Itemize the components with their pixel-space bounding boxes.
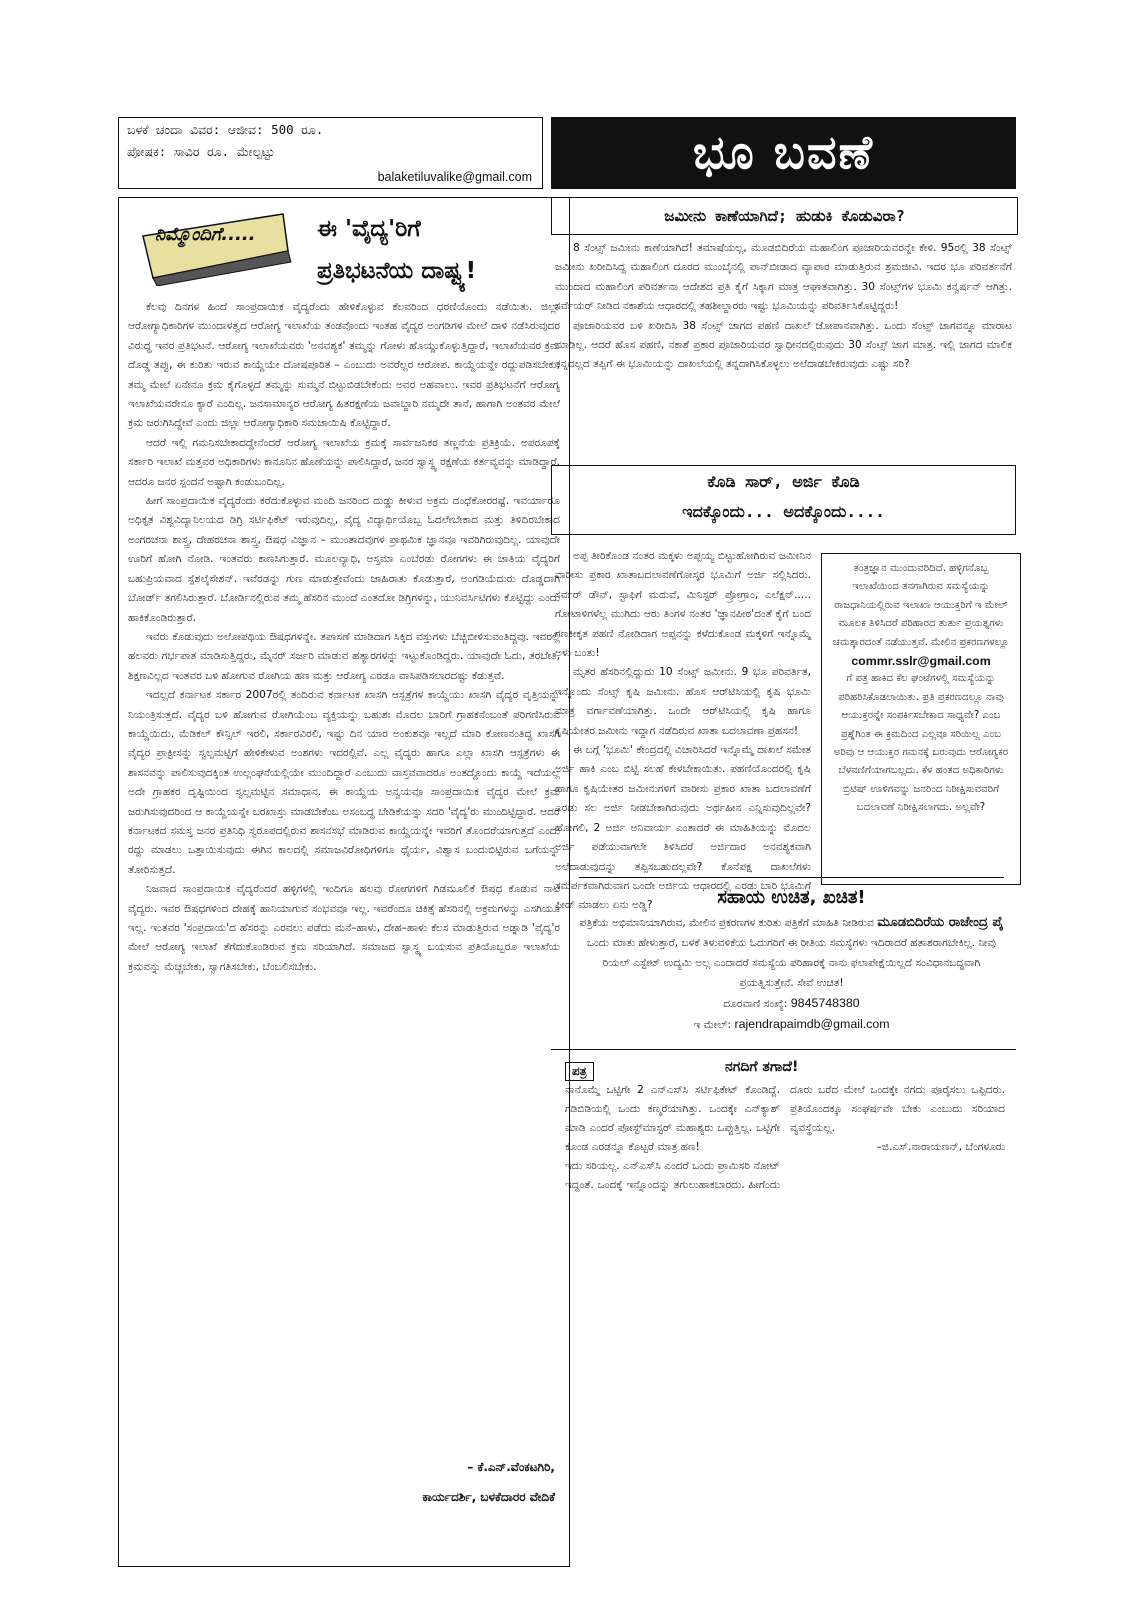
helper-name: ಮೂಡಬಿದಿರೆಯ ರಾಜೇಂದ್ರ ಪೈ <box>877 915 1004 930</box>
subscription-line-1: ಬಳಕೆ ಚಂದಾ ವಿವರ: ಆಜೀವ: 500 ರೂ. <box>127 122 324 137</box>
paragraph: ಅಪ್ಪ ತೀರಿಕೊಂಡ ನಂತರ ಮಕ್ಕಳು ಅಪ್ಪಯ್ಯ ಬಿಟ್ಟುಹೋಗಿರುವ ಜಮೀನಿನ ವಾರೀಸು ಪ್ರಕಾರ ಖಾತಾಬದಲಾವಣೆಗೋಸ್ಕರ ಭೂಮಿಗೆ ಅರ್ಜಿ ಸಲ್ಲಿಸಿದರು. ಸರ್ವರ್ ಡೌನ್, ಸ್ಟಾಫಿಗೆ ಮದುವೆ, ಮಿನಿಸ್ಟರ್ ಪ್ರೋಗ್ರಾಂ, ಎಲೆಕ್ಷನ್..... ಗೋಟಾಳಿಗಳೆಲ್ಲ ಮುಗಿದು ಆರು ತಿಂಗಳ ನಂತರ 'ಜ್ಞಾನಪೀಠ'ದಂತೆ ಕೈಗೆ ಬಂದ ಗಣಕೀಕೃತ ಪಹಣಿ ನೋಡಿದಾಗ ಅಪ್ಪನನ್ನು ಕಳೆದುಕೊಂಡ ಮಕ್ಕಳಿಗೆ ಇನ್ನೊಮ್ಮೆ ಅಳು ಬಂತು! <box>555 550 811 660</box>
help-body <box>579 913 1004 1035</box>
author-designation: ಕಾರ್ಯದರ್ಶಿ, ಬಳಕೆದಾರರ ವೇದಿಕೆ <box>422 1490 555 1504</box>
technology-sidebar <box>821 553 1021 885</box>
letter-section <box>565 1059 1005 1219</box>
paragraph: ನಿಜವಾದ ಸಾಂಪ್ರದಾಯಿಕ ವೈದ್ಯರೆಂದರೆ ಹಳ್ಳಿಗಳಲ್ಲಿ ಇಂದಿಗೂ ಹಲವು ರೋಗಗಳಿಗೆ ಗಿಡಮೂಲಿಕೆ ಔಷಧ ಕೊಡುವ ನಾಟಿ ವೈದ್ಯರು. ಇವರ ಔಷಧಗಳಿಂದ ದೇಹಕ್ಕೆ ಹಾನಿಯಾಗುವ ಸಂಭವವೂ ಇಲ್ಲ. ಇವರೆಂದೂ ಚಿಕಿತ್ಸೆ ಹೆಸರಿನಲ್ಲಿ ಅಕ್ರಮಗಳನ್ನು ಎಸಗಿಯೂ ಇಲ್ಲ. ಇಂತವರ 'ಸಂಪ್ರದಾಯ'ದ ಹೆಸರನ್ನು ಎರವಲು ಪಡೆದು ಮನೆ–ಹಾಳು, ದೇಹ–ಹಾಳು ಕೆಲಸ ಮಾಡುತ್ತಿರುವ ಅಡ್ನಾಡಿ 'ವೈದ್ಯ'ರ ಮೇಲೆ ಆರೋಗ್ಯ ಇಲಾಖೆ ತೆಗೆದುಕೊಂಡಿರುವ ಕ್ರಮ ಸರಿಯಾಗಿದೆ. ಸಮಾಜದ ಸ್ವಾಸ್ಥ್ಯ ಬಯಸುವ ಪ್ರತಿಯೊಬ್ಬರೂ ಇಲಾಖೆಯ ಕ್ರಮವನ್ನು ಮೆಚ್ಚಬೇಕು, ಸ್ವಾಗತಿಸಬೇಕು, ಬೆಂಬಲಿಸಬೇಕು. <box>128 883 560 973</box>
article-title-line-1: ಈ 'ವೈದ್ಯ'ರಿಗೆ <box>317 216 421 242</box>
nimmondige-banner <box>133 206 293 286</box>
land-missing-title: ಜಮೀನು ಕಾಣೆಯಾಗಿದೆ; ಹುಡುಕಿ ಕೊಡುವಿರಾ? <box>551 197 1018 235</box>
author-signature: – ಕೆ.ಎನ್.ವೆಂಕಟಗಿರಿ, <box>467 1460 555 1474</box>
sidebar-text: ತಂತ್ರಜ್ಞಾನ ಮುಂದುವರಿದಿದೆ. ಹಳ್ಳಿಗನೊಬ್ಬ ಇಲಾಖೆಯಿಂದ ತನಗಾಗಿರುವ ಸಮಸ್ಯೆಯನ್ನು ರಾಜಧಾನಿಯಲ್ಲಿರುವ ಇಲಾಖಾ ಆಯುಕ್ತರಿಗೆ ಇ ಮೇಲ್ ಮೂಲಕ ತಿಳಿಸಿದರೆ ಪರಿಹಾರದ ತುರ್ತು ಪ್ರಯತ್ನಗಳು ಚಮತ್ಕಾರದಂತೆ ನಡೆಯುತ್ತವೆ. ಮೇಲಿನ ಪ್ರಕರಣಗಳಲ್ಲೂ <box>832 563 1010 648</box>
sidebar-text: ಗೆ ಪತ್ರ ಹಾಕಿದ ಕೆಲ ಘಂಟೆಗಳಲ್ಲಿ ಸಮಸ್ಯೆಯನ್ನು ಪರಿಹರಿಸಿಕೊಡಲಾಯಿತು. ಪ್ರತಿ ಪ್ರಕರಣದಲ್ಲೂ ನಾವು ಆಯುಕ್ತರನ್ನೇ ಸಂಪರ್ಕಿಸಬೇಕಾದ ಸಾಧ್ಯವೇ? ಎಂಬ ಪ್ರಶ್ನೆಗಿಂತ ಈ ಕ್ರಮದಿಂದ ಎಲ್ಲವೂ ಸರಿಯಿಲ್ಲ ಎಂಬ ಅರಿವು ಆ ಆಯುಕ್ತರ ಗಮನಕ್ಕೆ ಬರುವುದು ಆರೋಗ್ಯಕರ ಬೆಳವಣಿಗೆಯಾಗಬಲ್ಲದು. ಕೆಳ ಹಂತದ ಅಧಿಕಾರಿಗಳು ಬ್ರಿಟಿಷ್ ಊಳಿಗವನ್ನು ಜನರಿಂದ ನಿರೀಕ್ಷಿಸುವವರಿಗೆ ಬದಲಾವಣೆ ನಿರೀಕ್ಷಿಸಲಾಗದು. ಅಲ್ಲವೇ? <box>833 673 1009 814</box>
paragraph: ಕೆಲವು ದಿನಗಳ ಹಿಂದೆ ಸಾಂಪ್ರದಾಯಿಕ ವೈದ್ಯರೆಂದು ಹೇಳಿಕೊಳ್ಳುವ ಕೆಲವರಿಂದ ಧರಣಿಯೊಂದು ನಡೆಯಿತು. ಜಿಲ್ಲಾ ಆರೋಗ್ಯಾಧಿಕಾರಿಗಳ ಮುಂದಾಳತ್ವದ ಆರೋಗ್ಯ ಇಲಾಖೆಯ ತಂಡವೊಂದು ಇಂತಹ ವೈದ್ಯರ ಅಂಗಡಿಗಳ ಮೇಲೆ ದಾಳಿ ನಡೆಸಿರುವುದರ ವಿರುದ್ಧ ಇವರ ಪ್ರತಿಭಟನೆ. ಆರೋಗ್ಯ ಇಲಾಖೆಯವರು 'ಅನವಶ್ಯಕ' ತಮ್ಮನ್ನು ಗೋಳು ಹೊಯ್ದುಕೊಳ್ಳುತ್ತಿದ್ದಾರೆ, ಇಲಾಖೆಯವರ ಕ್ರಮ ದೊಡ್ಡ ತಪ್ಪು, ಈ ಕುರಿತು ಇರುವ ಕಾಯ್ದೆಯೇ ದೋಷಪೂರಿತ – ಎಂಬುದು ಅವರೆಲ್ಲರ ಆರೋಪ. ಕಾಯ್ದೆಯನ್ನೇ ರದ್ದುಪಡಿಸಬೇಕು, ತಮ್ಮ ಮೇಲೆ ಏನೇನೂ ಕ್ರಮ ಕೈಗೊಳ್ಳದೆ ತಮ್ಮನ್ನು ಸುಮ್ಮನೆ ಬಿಟ್ಟುಬಿಡಬೇಕೆಂದು ಅವರ ಅಹವಾಲು. ಇವರ ಪ್ರತಿಭಟನೆಗೆ ಆರೋಗ್ಯ ಇಲಾಖೆಯವರೇನೂ ಕ್ಯಾರೆ ಎಂದಿಲ್ಲ. ಜನಸಾಮಾನ್ಯರ ಆರೋಗ್ಯ ಹಿತರಕ್ಷಣೆಯ ಜವಾಬ್ದಾರಿ ನಮ್ಮದೇ ತಾನೆ, ಹಾಗಾಗಿ ಅಂತವರ ಮೇಲೆ ಕ್ರಮ ಜರುಗಿಸಿದ್ದೇವೆ ಎಂದು ಜಿಲ್ಲಾ ಆರೋಗ್ಯಾಧಿಕಾರಿ ಸಮಜಾಯಿಷಿ ಕೊಟ್ಟಿದ್ದಾರೆ. <box>128 301 560 430</box>
help-text: ಒಂದು ಮಾತು ಹೇಳುತ್ತಾರೆ, ಬಳಕೆ ತಿಳುವಳಿಕೆಯ ಓದುಗರಿಗೆ ಈ ರೀತಿಯ ಸಮಸ್ಯೆಗಳು ಇದಿರಾದರೆ ಹತಾಶರಾಗಬೇಕಿಲ್ಲ. ನೀವು ರಿಯಲ್ ಎಸ್ಟೇಟ್ ಉದ್ಯಮಿ ಅಲ್ಲ ಎಂದಾದರೆ ಸಮಸ್ಯೆಯ ಪರಿಹಾರಕ್ಕೆ ನಾನು ಫಲಾಪೇಕ್ಷೆಯಿಲ್ಲದೆ ಸಂವಿಧಾನಬದ್ಧವಾಗಿ ಪ್ರಯತ್ನಿಸುತ್ತೇನೆ. ಸೇವೆ ಉಚಿತ! <box>586 937 996 989</box>
phone-label: ದೂರವಾಣಿ ಸಂಖ್ಯೆ: <box>723 998 788 1010</box>
paragraph: ಮೃತರ ಹೆಸರಿನಲ್ಲಿದ್ದುದು 10 ಸೆಂಟ್ಸ್ ಜಮೀನು. 9 ಭೂ ಪರಿವರ್ತಿತ, ಇನ್ನೊಂದು ಸೆಂಟ್ಸ್ ಕೃಷಿ ಜಮೀನು. ಹೊಸ ಆರ್‌ಟಿಸಿಯಲ್ಲಿ ಕೃಷಿ ಭೂಮಿ ಮಾತ್ರ ವರ್ಗಾವಣೆಯಾಗಿತ್ತು. ಒಂದೇ ಆರ್‌ಟಿಸಿಯಲ್ಲಿ ಕೃಷಿ ಹಾಗೂ ಕೃಷಿಯೇತರ ಜಮೀನು ಇದ್ದಾಗ ನಡೆದಿರುವ ಖಾತಾ ಬದಲಾವಣಾ ಪ್ರಹಸನ! <box>555 666 811 737</box>
masthead: ಭೂ ಬವಣೆ <box>551 117 1016 189</box>
help-title: ಸಹಾಯ ಉಚಿತ, ಖಚಿತ! <box>717 887 866 908</box>
subscription-line-2: ಪೋಷಕ: ಸಾವಿರ ರೂ. ಮೇಲ್ಪಟ್ಟು <box>127 144 275 159</box>
paragraph: ಇದಲ್ಲದೆ ಕರ್ನಾಟಕ ಸರ್ಕಾರ 2007ರಲ್ಲಿ ತಂದಿರುವ ಕರ್ನಾಟಕ ಖಾಸಗಿ ಆಸ್ಪತ್ರೆಗಳ ಕಾಯ್ದೆಯು ಖಾಸಗಿ ವೈದ್ಯರ ವೃತ್ತಿಯನ್ನು ನಿಯಂತ್ರಿಸುತ್ತದೆ. ವೈದ್ಯರ ಬಳಿ ಹೋಗುವ ರೋಗಿಯೆಂಬ ವ್ಯಕ್ತಿಯನ್ನು ಬಹುಶಃ ಮೊದಲ ಬಾರಿಗೆ ಗ್ರಾಹಕನೆಂಬಂತೆ ಪರಿಗಣಿಸಿರುವ ಕಾಯ್ದೆಯಿದು. ಮೆಡಿಕಲ್ ಕೌನ್ಸಿಲ್ ಇರಲಿ, ಸರ್ಕಾರವಿರಲಿ, ಇಷ್ಟು ದಿನ ಯಾರ ಅಂಕುಶವೂ ಇಲ್ಲದೆ ಮಾರಿ ಕೋಣನಂತಿದ್ದ ಖಾಸಗಿ ವೈದ್ಯರ ಪ್ರಾಕ್ಟೀಸನ್ನು ಸ್ವಲ್ಪಮಟ್ಟಿಗೆ ಹೇಳಿಕೇಳುವ ಅಂಶಗಳು ಇದರಲ್ಲಿವೆ. ಎಲ್ಲ ವೈದ್ಯರು ಹಾಗೂ ಎಲ್ಲಾ ಖಾಸಗಿ ಆಸ್ಪತ್ರೆಗಳು ಈ ಶಾಸನವನ್ನು ಪಾಲಿಸುವುದಕ್ಕಿಂತ ಉಲ್ಲಂಘನೆಯಲ್ಲಿಯೇ ಮುಂದಿದ್ದಾರೆ ಎಂಬುದು ವಾಸ್ತವವಾದರೂ ಅಂತದ್ದೊಂದು ಕಾಯ್ದೆ ಇದೆಯಲ್ಲ ಅದೇ ಗ್ರಾಹಕರ ದೃಷ್ಟಿಯಿಂದ ಸ್ವಲ್ಪಮಟ್ಟಿನ ಸಮಾಧಾನ. ಈ ಕಾಯ್ದೆಯ ಅನ್ವಯವೂ ಸಾಂಪ್ರದಾಯಿಕ ವೈದ್ಯರ ಮೇಲೆ ಕ್ರಮ ಜರುಗಿಸುವುದರಿಂದ ಆ ಕಾಯ್ದೆಯನ್ನೇ ಬರಖಾಸ್ತು ಮಾಡಬೇಕೆಂಬ ಅಸಂಬದ್ಧ ಬೇಡಿಕೆಯನ್ನು ಸದರಿ 'ವೈದ್ಯ'ರು ಮುಂದಿಟ್ಟಿದ್ದಾರೆ. ಆದರೆ ಕರ್ನಾಟಕದ ಸಮಸ್ತ ಜನರ ಪ್ರತಿನಿಧಿ ಸ್ವರೂಪದಲ್ಲಿರುವ ಶಾಸನಸಭೆ ಮಾಡಿರುವ ಕಾಯ್ದೆಯನ್ನೇ ಇವರಿಗೆ ತೊಂದರೆಯಾಗುತ್ತದೆ ಎಂದು ರದ್ದು ಮಾಡಲು ಒತ್ತಾಯಿಸುವುದು ಈಗಿನ ಕಾಲದಲ್ಲಿ ಸಮಾಜವಿರೋಧಿಗಳಿಗೂ ಧೈರ್ಯ, ವಿಶ್ವಾಸ ಬಂದುಬಿಟ್ಟಿರುವ ಬಗೆಯನ್ನು ತೋರಿಸುತ್ತದೆ. <box>128 689 560 876</box>
helper-email[interactable]: rajendrapaimdb@gmail.com <box>734 1017 890 1031</box>
paragraph: ನಾನೊಮ್ಮೆ ಒಟ್ಟಿಗೇ 2 ಎನ್‌ಎಸ್‌ಸಿ ಸರ್ಟಿಫಿಕೇಟ್ ಕೊಂಡಿದ್ದೆ. ಗಡಿಬಿಡಿಯಲ್ಲಿ ಒಂದು ಕಣ್ಮರೆಯಾಗಿತ್ತು. ಒಂದಕ್ಕೇ ಎನ್‌ಕ್ಯಾಶ್ ಮಾಡಿ ಎಂದರೆ ಪೋಸ್ಟ್‌ಮಾಸ್ಟರ್ ಮಹಾಶ್ಯರು ಒಪ್ಪುತ್ತಿಲ್ಲ. ಒಟ್ಟಿಗೇ ಕೊಂಡ ಎರಡನ್ನೂ ಕೊಟ್ಟರೆ ಮಾತ್ರ ಹಣ! <box>565 1084 780 1153</box>
left-article-body <box>128 298 560 977</box>
article-title-line-2: ಪ್ರತಿಭಟನೆಯ ದಾಷ್ಟ್ಯ! <box>317 258 477 284</box>
email-label: ಇ ಮೇಲ್: <box>693 1019 732 1031</box>
application-title-line-1: ಕೊಡಿ ಸಾರ್, ಅರ್ಜಿ ಕೊಡಿ <box>707 472 860 491</box>
paragraph: ಆದರೆ ಇಲ್ಲಿ ಗಮನಿಸಬೇಕಾದದ್ದೇನೆಂದರೆ ಆರೋಗ್ಯ ಇಲಾಖೆಯ ಕ್ರಮಕ್ಕೆ ಸಾರ್ವಜನಿಕರ ತಣ್ಣನೆಯ ಪ್ರತಿಕ್ರಿಯೆ. ಅಪರೂಪಕ್ಕೆ ಸರ್ಕಾರಿ ಇಲಾಖೆ ಮತ್ತವರ ಅಧಿಕಾರಿಗಳು ಕಾನೂನಿನ ಹೊಣೆಯನ್ನು ಪಾಲಿಸಿದ್ದಾರೆ, ಜನರ ಸ್ವಾಸ್ಥ್ಯ ರಕ್ಷಣೆಯ ಕರ್ತವ್ಯವನ್ನು ಮಾಡಿದ್ದಾರೆ. ಆದರೂ ಜನರ ಸ್ಪಂದನೆ ಅಷ್ಟಾಗಿ ಕಂಡುಬಂದಿಲ್ಲ. <box>128 436 560 488</box>
phone-number: 9845748380 <box>790 996 860 1010</box>
subscription-box <box>118 117 543 189</box>
letter-signature: –ಜಿ.ಎಸ್.ನಾರಾಯಣನ್, ಬೆಂಗಳೂರು <box>876 1141 1005 1153</box>
subscription-email[interactable]: balaketiluvalike@gmail.com <box>377 170 532 184</box>
banner-block-graphic <box>133 206 293 286</box>
help-text: ಪತ್ರಿಕೆಯ ಅಭಿಮಾನಿಯಾಗಿರುವ, ಮೇಲಿನ ಪ್ರಕರಣಗಳ ಕುರಿತು ಪತ್ರಿಕೆಗೆ ಮಾಹಿತಿ ನೀಡಿರುವ <box>579 917 874 929</box>
help-divider <box>579 877 1004 878</box>
commissioner-email[interactable]: commr.sslr@gmail.com <box>851 654 991 669</box>
application-article <box>555 547 811 916</box>
application-title-line-2: ಇದಕ್ಕೊಂದು... ಅದಕ್ಕೊಂದು.... <box>682 502 885 521</box>
letter-body <box>565 1081 1005 1195</box>
letter-title: ನಗದಿಗೆ ತಗಾದೆ! <box>725 1059 799 1075</box>
paragraph: ಈ ಬಗ್ಗೆ 'ಭೂಮಿ' ಕೇಂದ್ರದಲ್ಲಿ ವಿಚಾರಿಸಿದರೆ ಇನ್ನೊಮ್ಮೆ ದಾಖಲೆ ಸಮೇತ ಅರ್ಜಿ ಹಾಕಿ ಎಂಬ ಬಿಟ್ಟಿ ಸಲಹೆ ಕೇಳಬೇಕಾಯಿತು. ಪಹಣಿಯೊಂದರಲ್ಲಿ ಕೃಷಿ ಹಾಗೂ ಕೃಷಿಯೇತರ ಜಮೀನುಗಳಿಗೆ ವಾರೀಸು ಪ್ರಕಾರ ಖಾತಾ ಬದಲಾವಣೆಗೆ ಎರಡು ಸಲ ಅರ್ಜಿ ನೀಡಬೇಕಾಗಿರುವುದು ಅರ್ಥಹೀನ ಎನ್ನಿಸುವುದಿಲ್ಲವೇ? ಹೋಗಲಿ, 2 ಅರ್ಜಿ ಅನಿವಾರ್ಯ ಎಂತಾದರೆ ಈ ಮಾಹಿತಿಯನ್ನು ಮೊದಲ ಅರ್ಜಿ ಪಡೆಯುವಾಗಲೇ ತಿಳಿಸಿದರೆ ಅರ್ಜಿದಾರ ಅನವಶ್ಯಕವಾಗಿ ಅಲೆದಾಡುವುದನ್ನು ತಪ್ಪಿಸಬಹುದಲ್ಲವೇ? ಕೊನೆಪಕ್ಷ ದಾಖಲೆಗಳು ಸಮರ್ಪಕವಾಗಿರುವಾಗ ಒಂದೇ ಅರ್ಜಿಯ ಆಧಾರದಲ್ಲಿ ಎರಡು ಬಾರಿ ಭೂಮಿಗೆ ಫೀಡ್ ಮಾಡಲು ಏನು ಅಡ್ಡಿ? <box>555 744 811 912</box>
letter-divider <box>551 1049 1016 1050</box>
right-column <box>551 197 1016 1567</box>
paragraph: ಹೀಗೆ ಸಾಂಪ್ರದಾಯಿಕ ವೈದ್ಯರೆಂದು ಕರೆದುಕೊಳ್ಳುವ ಮಂದಿ ಜನರಿಂದ ದುಡ್ಡು ಕೀಳುವ ಅಕ್ರಮ ದಂಧೆಕೋರರಷ್ಟೆ. ಇವರ್ಯಾರೂ ಅಧಿಕೃತ ವಿಶ್ವವಿದ್ಯಾನಿಲಯದ ಡಿಗ್ರಿ ಸರ್ಟಿಫಿಕೆಟ್ ಇರುವುದಿಲ್ಲ, ವೈದ್ಯ ವಿದ್ಯಾರ್ಥಿಯೊಬ್ಬ ಓದಲೇಬೇಕಾದ ಮತ್ತು ತಿಳಿದಿರಬೇಕಾದ ಅಂಗರಚನಾ ಶಾಸ್ತ್ರ, ದೇಹರಚನಾ ಶಾಸ್ತ್ರ, ಔಷಧ ವಿಜ್ಞಾನ – ಮುಂತಾದವುಗಳ ಪ್ರಾಥಮಿಕ ಜ್ಞಾನವೂ ಇವರಿಗಿರುವುದಿಲ್ಲ. ಯಾವುದೇ ಊರಿಗೆ ಹೋಗಿ ನೋಡಿ. ಇಂತವರು ಕಾಣಸಿಗುತ್ತಾರೆ. ಮೂಲವ್ಯಾಧಿ, ಅಸ್ತಮಾ ಎಂಬೆರಡು ರೋಗಗಳು ಈ ಜಾತಿಯ ವೈದ್ಯರಿಗೆ ಬಹುಪ್ರಿಯವಾದ ಸ್ಪೆಶಲೈಸೇಶನ್. ಇವೆರಡನ್ನು ಗುಣ ಮಾಡುತ್ತೇವೆಂದು ಜಾಹಿರಾತು ಕೊಡುತ್ತಾರೆ, ಅಂಗಡಿಯೆದುರು ದೊಡ್ಡದಾಗಿ ಬೋರ್ಡ್ ತಗಲಿಸಿರುತ್ತಾರೆ. ಬೋರ್ಡಿನಲ್ಲಿರುವ ತಮ್ಮ ಹೆಸರಿನ ಮುಂದೆ ಎಂತದೋ ಡಿಗ್ರಿಗಳನ್ನು, ಯುನಿವರ್ಸಿಟಿಗಳು ಕೊಟ್ಟಿದ್ದು ಎಂದು ಹಾಕಿಕೊಂಡಿರುತ್ತಾರೆ. <box>128 495 560 624</box>
application-title-box <box>551 465 1016 535</box>
land-missing-article <box>555 239 1012 375</box>
paragraph: ಇವರು ಕೊಡುವುದು ಅಲೋಪಥಿಯ ಔಷಧಗಳನ್ನೇ. ತಪಾಸಣೆ ಮಾಡಿದಾಗ ಸಿಕ್ಕಿದ ವಸ್ತುಗಳು ಬೆಚ್ಚಿಬೀಳಿಸುವಂತಿದ್ದವು. ಇವರಲ್ಲಿ ಹಲವರು ಗರ್ಭಪಾತ ಮಾಡಿಸುತ್ತಿದ್ದರು, ಮೈನರ್ ಸರ್ಜರಿ ಮಾಡುವ ಹತ್ಯಾರಗಳನ್ನು ಇಟ್ಟುಕೊಂಡಿದ್ದರು. ಯಾವುದೇ ಓದು, ತರಬೇತಿ, ಶಿಕ್ಷಣವಿಲ್ಲದ ಇಂತವರ ಬಳಿ ಹೋಗುವ ರೋಗಿಯ ಹಣ ಮತ್ತು ಆರೋಗ್ಯ ಎರಡೂ ವಾಸಿಪಡಿಸಲಾರದಷ್ಟು ಕೆಡುತ್ತವೆ. <box>128 630 560 682</box>
paragraph: 8 ಸೆಂಟ್ಸ್ ಜಮೀನು ಕಾಣೆಯಾಗಿದೆ! ತಮಾಷೆಯಲ್ಲ, ಮೂಡಬಿದಿರೆಯ ಮಹಾಲಿಂಗ ಪೂಜಾರಿಯವರನ್ನೇ ಕೇಳಿ. 95ರಲ್ಲಿ 38 ಸೆಂಟ್ಸ್ ಜಮೀನು ಖರೀದಿಸಿದ್ದ ಮಹಾಲಿಂಗ ದೂರದ ಮುಂಬೈನಲ್ಲಿ ಪಾನ್‌ಬೀಡಾದ ವ್ಯಾಪಾರ ಮಾಡುತ್ತಿರುವ ಶ್ರಮಜೀವಿ. ಇದರ ಭೂ ಪರಿವರ್ತನೆಗೆ ಮುಂದಾದ ಮಹಾಲಿಂಗ ಪರಿವರ್ತನಾ ಆದೇಶದ ಪ್ರತಿ ಕೈಗೆ ಸಿಕ್ಕಾಗ ಮಾತ್ರ ಆಘಾತವಾಗಿತ್ತು. 30 ಸೆಂಟ್ಸ್‌ಗಳ ಭೂಮಿ ಕನ್ವರ್ಷನ್ ಆಗಿತ್ತು. ಸರ್ವೆಯರ್ ನೀಡಿದ ನಕಾಶೆಯ ಆಧಾರದಲ್ಲಿ ತಹಶೀಲ್ದಾರರು ಇಷ್ಟು ಭೂಮಿಯನ್ನು ಪರಿವರ್ತಿಸಿಕೊಟ್ಟಿದ್ದರು! <box>555 242 1012 313</box>
left-article <box>118 197 570 1567</box>
nimmondige-label: ನಿಮ್ಮೊಂದಿಗೆ..... <box>155 224 256 245</box>
letter-tag: ಪತ್ರ <box>565 1062 594 1081</box>
paragraph: ಇದು ಸರಿಯಲ್ಲ. ಎನ್‌ಎಸ್‌ಸಿ ಎಂದರೆ ಒಂದು ಪ್ರಾಮಿಸರಿ ನೋಟ್ ಇದ್ದಂತೆ. ಒಂದಕ್ಕೆ ಇನ್ನೊಂದನ್ನು ತಗುಲುಹಾಕಬಾರದು. ಹೀಗೆಂದು ದೂರು ಬರೆದ ಮೇಲೆ ಒಂದಕ್ಕೇ ನಗದು ಪೂರೈಸಲು ಒಪ್ಪಿದರು. ಪ್ರತಿಯೊಂದಕ್ಕೂ ಸಂಘರ್ಷವೇ ಬೇಕು ಎಂಬುದು ಸರಿಯಾದ ವ್ಯವಸ್ಥೆಯಲ್ಲ. <box>565 1084 1005 1191</box>
paragraph: ಪೂಜಾರಿಯವರ ಬಳಿ ಖರೀದಿಸಿ 38 ಸೆಂಟ್ಸ್ ಜಾಗದ ಪಹಣಿ ದಾಖಲೆ ಜೋಪಾನವಾಗಿತ್ತು. ಒಂದು ಸೆಂಟ್ಸ್ ಜಾಗವನ್ನೂ ಮಾರಾಟ ಮಾಡಿಲ್ಲ. ಆದರೆ ಹೊಸ ಪಹಣಿ, ನಕಾಶೆ ಪ್ರಕಾರ ಪೂಜಾರಿಯವರ ಸ್ವಾಧೀನದಲ್ಲಿರುವುದು 30 ಸೆಂಟ್ಸ್ ಜಾಗ ಮಾತ್ರ. ಇಲ್ಲಿ ಜಾಗದ ಮಾಲಿಕ ತನ್ನದಲ್ಲದ ತಪ್ಪಿಗೆ ಈ ಭೂಮಿಯನ್ನು ದಾಖಲೆಯಲ್ಲಿ ತನ್ನದಾಗಿಸಿಕೊಳ್ಳಲು ಅಲೆದಾಡಬೇಕಿರುವುದು ಎಷ್ಟು ಸರಿ? <box>555 319 1012 371</box>
